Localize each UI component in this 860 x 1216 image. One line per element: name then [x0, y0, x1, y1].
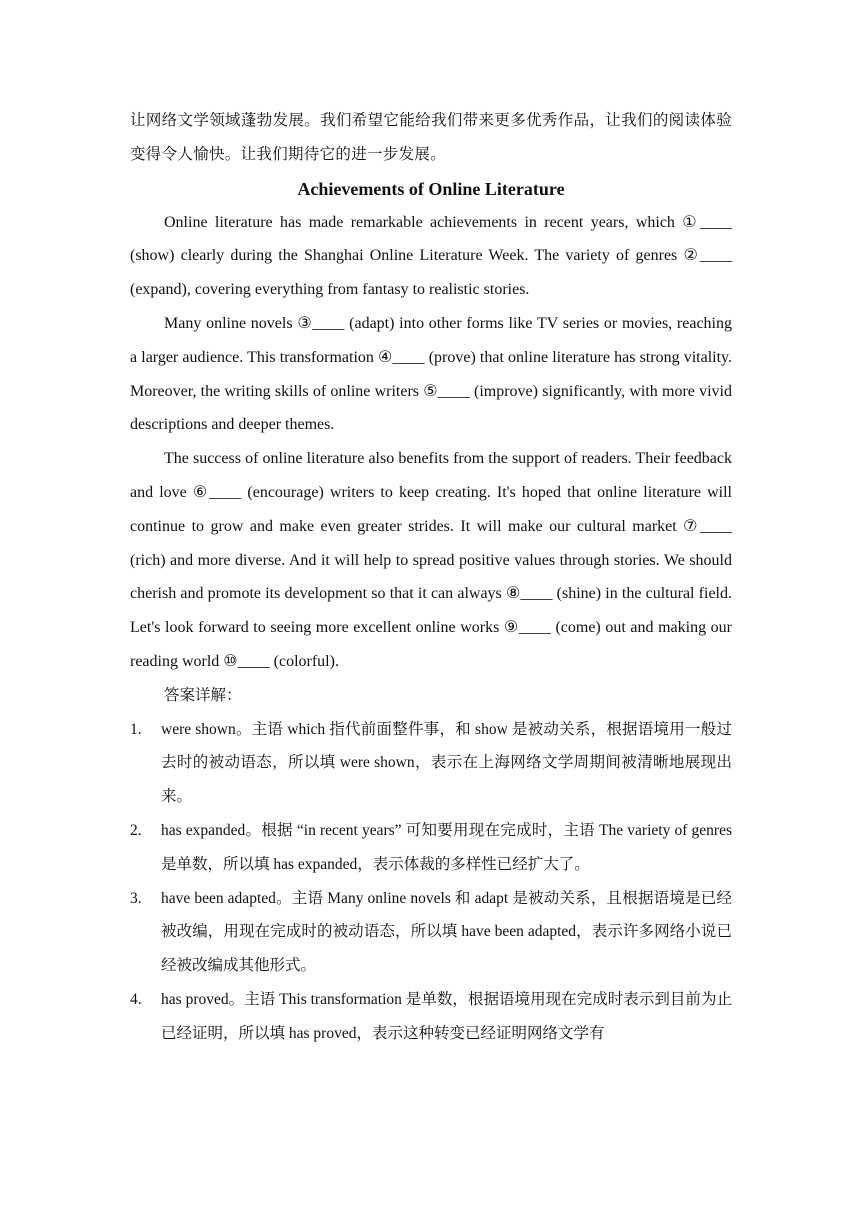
article-paragraph-2: Many online novels ③____ (adapt) into other forms like TV series or movies, reaching a larger audience. This transformation ④____ (prove) that online literature has strong vitality. Moreover, the writing skills of online writers ⑤____ (improve) significantly, with more vivid descriptions and deeper themes. — [130, 314, 732, 434]
intro-paragraph: 让网络文学领域蓬勃发展。我们希望它能给我们带来更多优秀作品，让我们的阅读体验变得令人愉快。让我们期待它的进一步发展。 — [130, 111, 732, 163]
answer-item — [130, 882, 732, 983]
article-paragraph-3: The success of online literature also benefits from the support of readers. Their feedback and love ⑥____ (encourage) writers to keep creating. It's hoped that online literature will continue to grow and make even greater strides. It will make our cultural market ⑦____ (rich) and more diverse. And it will help to spread positive values through stories. We should cherish and promote its development so that it can always ⑧____ (shine) in the cultural field. Let's look forward to seeing more excellent online works ⑨____ (come) out and making our reading world ⑩____ (colorful). — [130, 450, 732, 670]
answer-number: 4. — [130, 990, 142, 1008]
answer-text: has proved。主语 This transformation 是单数，根据语境用现在完成时表示到目前为止已经证明，所以填 has proved，表示这种转变已经证明网络文学有 — [161, 990, 732, 1042]
answer-item — [130, 713, 732, 814]
article-title: Achievements of Online Literature — [297, 178, 565, 199]
answers-heading: 答案详解： — [164, 685, 242, 704]
answer-item — [130, 983, 732, 1051]
answer-text: has expanded。根据 “in recent years” 可知要用现在完成时，主语 The variety of genres 是单数，所以填 has expanded，表示体裁的多样性已经扩大了。 — [161, 821, 732, 873]
answer-text: were shown。主语 which 指代前面整件事，和 show 是被动关系，根据语境用一般过去时的被动语态，所以填 were shown，表示在上海网络文学周期间被清晰地展现出来。 — [161, 720, 732, 806]
answer-text: have been adapted。主语 Many online novels 和 adapt 是被动关系，且根据语境是已经被改编，用现在完成时的被动语态，所以填 have been adapted，表示许多网络小说已经被改编成其他形式。 — [161, 889, 732, 975]
answer-number: 2. — [130, 821, 142, 839]
answers-list — [130, 713, 732, 1051]
document-page — [130, 104, 732, 1051]
answer-number: 3. — [130, 889, 142, 907]
answer-item — [130, 814, 732, 882]
answer-number: 1. — [130, 720, 142, 738]
article-paragraph-1: Online literature has made remarkable achievements in recent years, which ①____ (show) clearly during the Shanghai Online Literature Week. The variety of genres ②____ (expand), covering everything from fantasy to realistic stories. — [130, 213, 732, 299]
